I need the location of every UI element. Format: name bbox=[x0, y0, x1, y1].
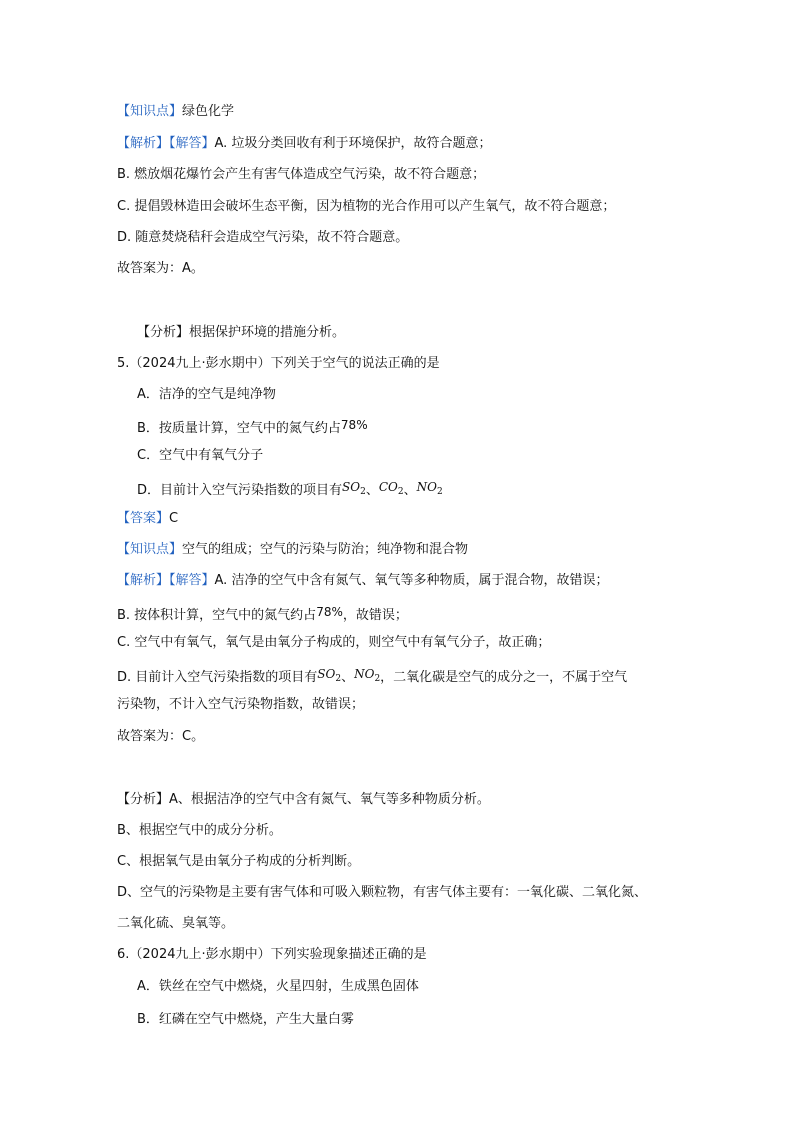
q5-solution-a: A. 洁净的空气中含有氮气、氧气等多种物质，属于混合物，故错误； bbox=[214, 573, 609, 588]
q5-solution-line-a bbox=[117, 571, 608, 591]
formula-so2: $SO_2$ bbox=[342, 480, 366, 497]
q4-knowledge-line bbox=[117, 102, 234, 122]
separator: 、 bbox=[403, 483, 417, 498]
separator: 、 bbox=[365, 483, 379, 498]
q5-solution-line-b bbox=[117, 602, 408, 626]
q4-conclusion: 故答案为：A。 bbox=[117, 261, 204, 276]
q4-knowledge-text: 绿色化学 bbox=[182, 104, 235, 119]
q6-stem: 6.（2024九上·彭水期中）下列实验现象描述正确的是 bbox=[117, 947, 427, 962]
q5-option-b-percent: 78% bbox=[340, 418, 368, 432]
q5-stem: 5.（2024九上·彭水期中）下列关于空气的说法正确的是 bbox=[117, 356, 440, 371]
formula-co2: $CO_2$ bbox=[378, 480, 404, 497]
q5-option-d-text: D．目前计入空气污染指数的项目有 bbox=[137, 483, 343, 498]
q4-analysis-text: 根据保护环境的措施分析。 bbox=[189, 325, 346, 340]
q5-answer-line bbox=[117, 509, 178, 529]
q5-analysis-line-a bbox=[117, 790, 490, 810]
analysis-tag: 【分析】 bbox=[137, 325, 190, 340]
q5-option-b bbox=[137, 415, 368, 439]
q5-analysis-line-c: C、根据氧气是由氧分子构成的分析判断。 bbox=[117, 854, 361, 869]
q5-knowledge-line bbox=[117, 540, 468, 560]
q5-solution-d-pre: D. 目前计入空气污染指数的项目有 bbox=[117, 670, 318, 685]
analysis-tag: 【分析】 bbox=[117, 792, 170, 807]
q5-analysis-line-d: D、空气的污染物是主要有害气体和可吸入颗粒物，有害气体主要有：一氧化碳、二氧化氮、 bbox=[117, 885, 648, 900]
q5-solution-b-percent: 78% bbox=[316, 605, 343, 619]
separator: 、 bbox=[341, 670, 355, 685]
q5-conclusion: 故答案为：C。 bbox=[117, 729, 205, 744]
q4-solution-line-d: D. 随意焚烧秸秆会造成空气污染，故不符合题意。 bbox=[117, 230, 409, 245]
answer-tag: 【答案】 bbox=[117, 511, 170, 526]
q4-solution-line-b: B. 燃放烟花爆竹会产生有害气体造成空气污染，故不符合题意； bbox=[117, 167, 486, 182]
knowledge-tag: 【知识点】 bbox=[117, 104, 183, 119]
formula-so2: $SO_2$ bbox=[317, 667, 342, 684]
q5-option-b-text: B．按质量计算，空气中的氮气约占 bbox=[137, 421, 341, 436]
q4-solution-line-a bbox=[117, 134, 491, 154]
q5-solution-b-post: ，故错误； bbox=[342, 608, 408, 623]
q5-analysis-line-d-cont: 二氧化硫、臭氧等。 bbox=[117, 916, 235, 931]
q5-option-d bbox=[137, 477, 443, 502]
q6-option-b: B．红磷在空气中燃烧，产生大量白雾 bbox=[137, 1012, 354, 1027]
q5-option-c: C．空气中有氧气分子 bbox=[137, 448, 264, 463]
analysis-answer-tag: 【解析】【解答】 bbox=[117, 136, 215, 151]
formula-no2: $NO_2$ bbox=[416, 480, 443, 497]
q5-analysis-a: A、根据洁净的空气中含有氮气、氧气等多种物质分析。 bbox=[169, 792, 490, 807]
q5-answer-value: C bbox=[169, 511, 179, 526]
q5-solution-line-c: C. 空气中有氧气，氧气是由氧分子构成的，则空气中有氧气分子，故正确； bbox=[117, 635, 551, 650]
q6-option-a: A．铁丝在空气中燃烧，火星四射，生成黑色固体 bbox=[137, 979, 419, 994]
q5-solution-line-d bbox=[117, 664, 627, 689]
q5-analysis-line-b: B、根据空气中的成分分析。 bbox=[117, 823, 282, 838]
q5-option-a: A．洁净的空气是纯净物 bbox=[137, 387, 276, 402]
formula-no2: $NO_2$ bbox=[354, 667, 381, 684]
q5-knowledge-text: 空气的组成；空气的污染与防治；纯净物和混合物 bbox=[182, 542, 469, 557]
knowledge-tag: 【知识点】 bbox=[117, 542, 183, 557]
q4-solution-a: A. 垃圾分类回收有利于环境保护，故符合题意； bbox=[214, 136, 492, 151]
q4-analysis-line bbox=[137, 323, 345, 343]
analysis-answer-tag: 【解析】【解答】 bbox=[117, 573, 215, 588]
q4-solution-line-c: C. 提倡毁林造田会破坏生态平衡，因为植物的光合作用可以产生氧气，故不符合题意； bbox=[117, 199, 616, 214]
q5-solution-d-post: ，二氧化碳是空气的成分之一，不属于空气 bbox=[380, 670, 628, 685]
q5-solution-line-d-cont: 污染物，不计入空气污染物指数，故错误； bbox=[117, 697, 365, 712]
q5-solution-b-pre: B. 按体积计算，空气中的氮气约占 bbox=[117, 608, 317, 623]
